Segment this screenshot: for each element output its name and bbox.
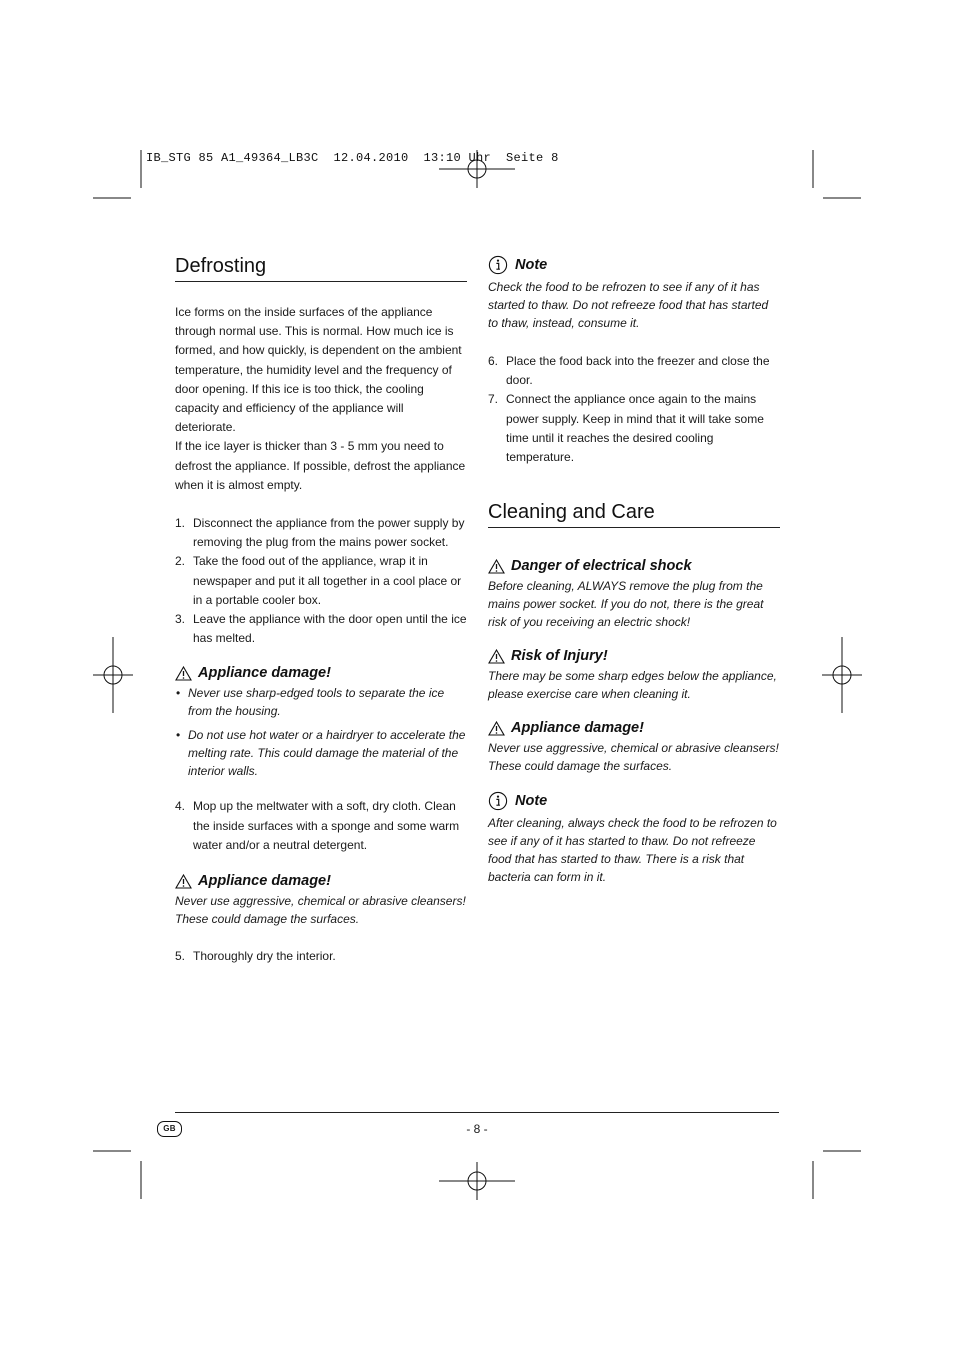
warning-text: There may be some sharp edges below the appliance, please exercise care when cleaning it. [488, 669, 777, 702]
page-number: - 8 - [466, 1122, 488, 1136]
note-block-1: Note [488, 255, 780, 275]
warning-triangle-icon [488, 559, 505, 574]
left-column [175, 255, 467, 966]
list-item: • Never use sharp-edged tools to separate the ice from the housing. [176, 686, 445, 719]
warning-appliance-damage-1: Appliance damage! [175, 665, 467, 681]
warning-text: Never use aggressive, chemical or abrasive cleansers! These could damage the surfaces. [488, 741, 779, 774]
note-text: After cleaning, always check the food to be refrozen to see if any of it has started to thaw. Do not refreeze food that has started to thaw. There is a risk that bacteria can form in it. [488, 816, 777, 885]
list-item: 3. Leave the appliance with the door open until the ice has melted. [175, 612, 467, 646]
info-circle-icon [488, 791, 508, 811]
warning-text: Never use aggressive, chemical or abrasive cleansers! These could damage the surfaces. [175, 894, 466, 927]
list-item: • Do not use hot water or a hairdryer to accelerate the melting rate. This could damage the material of the interior walls. [176, 728, 466, 779]
warning-triangle-icon [175, 874, 192, 889]
warning-text: Before cleaning, ALWAYS remove the plug from the mains power socket. If you do not, there is the great risk of you receiving an electric shock! [488, 579, 764, 630]
defrost-intro-paragraph: Ice forms on the inside surfaces of the appliance through normal use. This is normal. How much ice is formed, and how quickly, is dependent on the ambient temperature, the humidity level and the frequency of door opening. If this ice is too thick, the cooling capacity and efficiency of the appliance will deteriorate. [175, 305, 462, 435]
list-item: 4. Mop up the meltwater with a soft, dry cloth. Clean the inside surfaces with a sponge and some warm water and/or a neutral detergent. [175, 799, 460, 852]
language-badge: GB [157, 1121, 182, 1137]
warning-appliance-damage-2: Appliance damage! [175, 873, 467, 889]
defrost-steps-continued [488, 352, 780, 467]
warning-risk-of-injury: Risk of Injury! [488, 648, 780, 664]
list-item: 7. Connect the appliance once again to the mains power supply. Keep in mind that it will take some time until it reaches the desired cooling temperature. [488, 392, 764, 465]
warning-triangle-icon [488, 649, 505, 664]
warning-triangle-icon [175, 666, 192, 681]
print-job-header: IB_STG 85 A1_49364_LB3C 12.04.2010 13:10 Uhr Seite 8 [146, 151, 559, 165]
note-block-2: Note [488, 791, 780, 811]
warning-bullets [175, 684, 467, 780]
list-item: 6. Place the food back into the freezer and close the door. [488, 354, 770, 388]
right-column [488, 255, 780, 886]
warning-electrical-shock: Danger of electrical shock [488, 558, 780, 574]
warning-triangle-icon [488, 721, 505, 736]
warning-appliance-damage-3: Appliance damage! [488, 720, 780, 736]
defrost-steps-list [175, 514, 467, 648]
defrost-step-5 [175, 947, 467, 966]
list-item: 1. Disconnect the appliance from the power supply by removing the plug from the mains power socket. [175, 516, 465, 550]
note-text: Check the food to be refrozen to see if any of it has started to thaw. Do not refreeze food that has started to thaw, instead, consume it. [488, 280, 769, 330]
info-circle-icon [488, 255, 508, 275]
section-heading-cleaning-care: Cleaning and Care [488, 501, 780, 528]
defrost-ice-layer-paragraph: If the ice layer is thicker than 3 - 5 mm you need to defrost the appliance. If possible, defrost the appliance when it is almost empty. [175, 439, 466, 492]
list-item: 2. Take the food out of the appliance, wrap it in newspaper and put it all together in a cool place or in a portable cooler box. [175, 554, 462, 607]
defrost-step-4 [175, 797, 467, 855]
footer-divider [175, 1112, 779, 1113]
list-item: 5. Thoroughly dry the interior. [175, 949, 336, 964]
section-heading-defrosting: Defrosting [175, 255, 467, 282]
